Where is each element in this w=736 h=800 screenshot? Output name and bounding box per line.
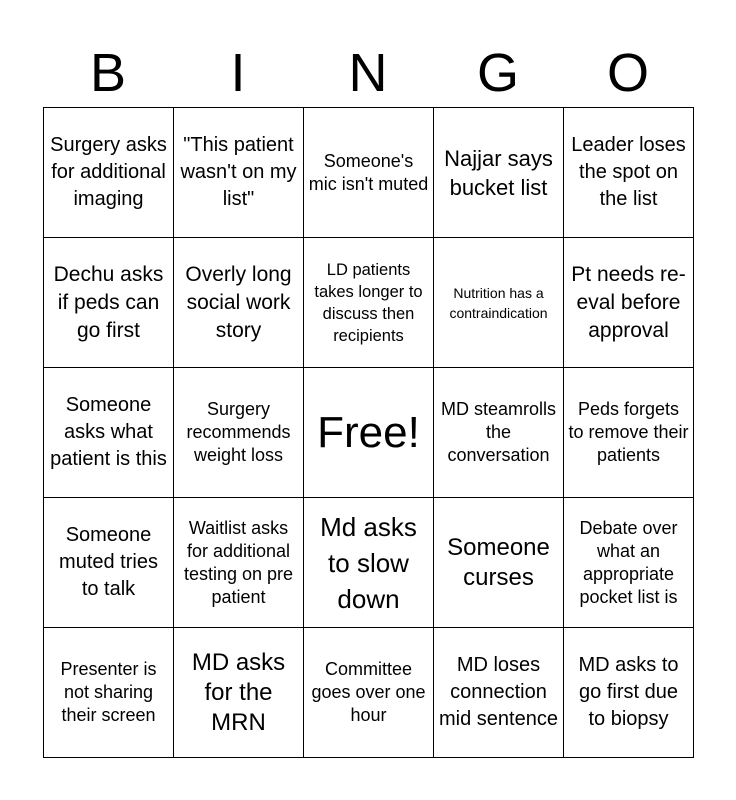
bingo-cell[interactable]	[174, 628, 304, 758]
header-letter-i: I	[230, 43, 246, 103]
cell-text: Someone asks what patient is this	[50, 394, 167, 470]
bingo-cell[interactable]	[174, 498, 304, 628]
cell-text: Dechu asks if peds can go first	[53, 262, 164, 342]
bingo-cell[interactable]	[304, 498, 434, 628]
cell-text: Someone's mic isn't muted	[308, 150, 429, 194]
bingo-cell[interactable]	[44, 628, 174, 758]
header-letter-g: G	[476, 43, 519, 103]
header-letter-n: N	[348, 43, 388, 103]
bingo-cell[interactable]	[44, 368, 174, 498]
bingo-cell[interactable]	[564, 108, 694, 238]
free-space-cell[interactable]	[304, 368, 434, 498]
bingo-cell[interactable]	[564, 238, 694, 368]
bingo-cell[interactable]	[44, 108, 174, 238]
cell-text: MD asks to go first due to biopsy	[578, 654, 679, 730]
cell-text: LD patients takes longer to discuss then recipients	[314, 260, 423, 345]
cell-text: Nutrition has a contraindication	[449, 284, 548, 321]
cell-text: Leader loses the spot on the list	[571, 134, 686, 210]
cell-text: Committee goes over one hour	[311, 659, 426, 725]
cell-text: MD steamrolls the conversation	[440, 399, 556, 465]
cell-text: Debate over what an appropriate pocket list is	[579, 517, 678, 607]
bingo-cell[interactable]	[304, 108, 434, 238]
bingo-header	[43, 38, 693, 108]
board-row-5	[44, 628, 694, 758]
board-row-4	[44, 498, 694, 628]
cell-text: Peds forgets to remove their patients	[568, 399, 689, 465]
board-row-2	[44, 238, 694, 368]
bingo-cell[interactable]	[44, 238, 174, 368]
cell-text: Md asks to slow down	[320, 511, 417, 614]
cell-text: MD loses connection mid sentence	[439, 654, 558, 730]
cell-text: MD asks for the MRN	[191, 648, 286, 736]
bingo-cell[interactable]	[434, 368, 564, 498]
bingo-cell[interactable]	[434, 628, 564, 758]
cell-text: Someone muted tries to talk	[59, 524, 158, 600]
board-row-1	[44, 108, 694, 238]
bingo-cell[interactable]	[564, 498, 694, 628]
bingo-cell[interactable]	[174, 368, 304, 498]
bingo-cell[interactable]	[44, 498, 174, 628]
bingo-cell[interactable]	[174, 238, 304, 368]
cell-text: Waitlist asks for additional testing on pre patient	[183, 517, 294, 607]
header-letter-b: B	[89, 43, 127, 103]
cell-text: Surgery asks for additional imaging	[50, 134, 167, 210]
board-row-3	[44, 368, 694, 498]
bingo-cell[interactable]	[304, 238, 434, 368]
cell-text: "This patient wasn't on my list"	[180, 134, 297, 210]
cell-text: Presenter is not sharing their screen	[60, 659, 157, 725]
cell-text: Pt needs re-eval before approval	[571, 262, 686, 342]
bingo-cell[interactable]	[434, 238, 564, 368]
bingo-cell[interactable]	[564, 368, 694, 498]
cell-text: Someone curses	[447, 533, 550, 591]
header-letter-o: O	[606, 43, 649, 103]
free-space-text: Free!	[317, 407, 420, 457]
bingo-cell[interactable]	[174, 108, 304, 238]
bingo-cell[interactable]	[434, 498, 564, 628]
bingo-cell[interactable]	[564, 628, 694, 758]
bingo-cell[interactable]	[304, 628, 434, 758]
bingo-board	[43, 107, 694, 758]
cell-text: Najjar says bucket list	[444, 145, 553, 200]
cell-text: Surgery recommends weight loss	[186, 399, 291, 465]
bingo-cell[interactable]	[434, 108, 564, 238]
cell-text: Overly long social work story	[185, 262, 292, 342]
